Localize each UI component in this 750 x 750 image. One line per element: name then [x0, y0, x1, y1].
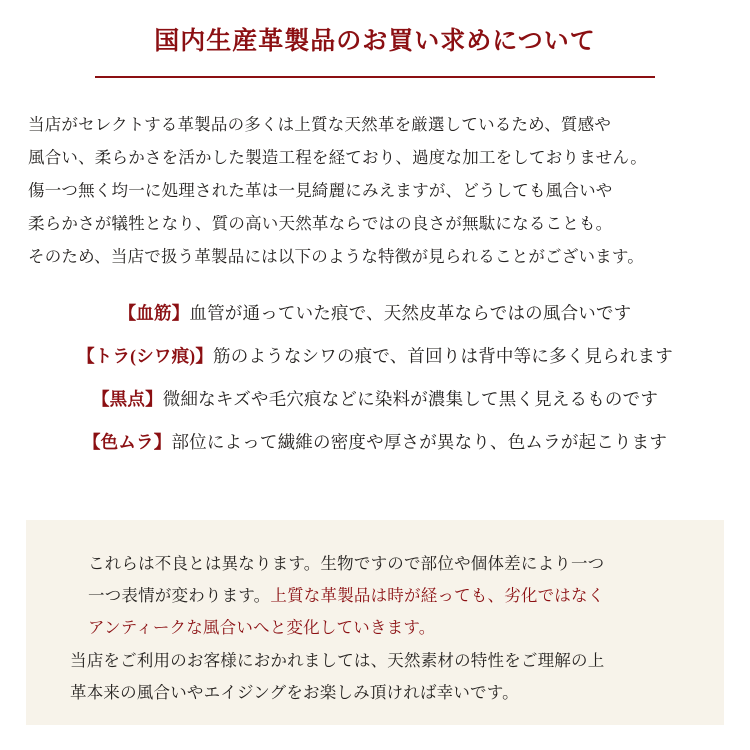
- feature-list: [0, 292, 750, 464]
- feature-tag-tora: 【トラ(シワ痕)】: [77, 345, 214, 366]
- feature-text-kokuten: 微細なキズや毛穴痕などに染料が濃集して黒く見えるものです: [162, 388, 659, 409]
- feature-item-iromura: [0, 421, 750, 464]
- intro-line-3: 傷一つ無く均一に処理された革は一見綺麗にみえますが、どうしても風合いや: [28, 181, 613, 200]
- title-underline-divider: [95, 76, 655, 78]
- intro-line-5: そのため、当店で扱う革製品には以下のような特徴が見られることがございます。: [28, 247, 644, 266]
- intro-line-2: 風合い、柔らかさを活かした製造工程を経ており、過度な加工をしておりません。: [28, 148, 647, 167]
- feature-item-chisuji: [0, 292, 750, 335]
- feature-item-kokuten: [0, 378, 750, 421]
- page-title-wrap: [0, 26, 750, 67]
- feature-item-tora: [0, 335, 750, 378]
- feature-tag-kokuten: 【黒点】: [91, 388, 163, 409]
- note-line-3: アンティークな風合いへと変化していきます。: [88, 618, 436, 638]
- note-line-4: 当店をご利用のお客様におかれましては、天然素材の特性をご理解の上: [70, 650, 605, 670]
- note-line-2-plain: 一つ表情が変わります。: [88, 586, 271, 606]
- feature-text-chisuji: 血管が通っていた痕で、天然皮革ならではの風合いです: [189, 303, 632, 323]
- note-line-2: [70, 580, 680, 612]
- note-line-2-accent-b: 劣化ではなく: [504, 586, 605, 606]
- note-line-1: これらは不良とは異なります。生物ですので部位や個体差により一つ: [88, 554, 605, 573]
- feature-text-tora: 筋のようなシワの痕で、首回りは背中等に多く見られます: [213, 345, 673, 366]
- note-line-5: 革本来の風合いやエイジングをお楽しみ頂ければ幸いです。: [70, 682, 519, 702]
- closing-note-box: [26, 520, 724, 725]
- feature-tag-chisuji: 【血筋】: [118, 303, 190, 323]
- feature-tag-iromura: 【色ムラ】: [82, 431, 172, 452]
- intro-paragraph: [28, 108, 728, 273]
- note-line-2-accent-a: 上質な革製品は時が経っても、: [270, 586, 505, 606]
- feature-text-iromura: 部位によって繊維の密度や厚さが異なり、色ムラが起こります: [171, 431, 668, 452]
- intro-line-4: 柔らかさが犠牲となり、質の高い天然革ならではの良さが無駄になることも。: [28, 214, 613, 233]
- intro-line-1: 当店がセレクトする革製品の多くは上質な天然革を厳選しているため、質感や: [28, 115, 612, 134]
- page-title: 国内生産革製品のお買い求めについて: [154, 28, 596, 55]
